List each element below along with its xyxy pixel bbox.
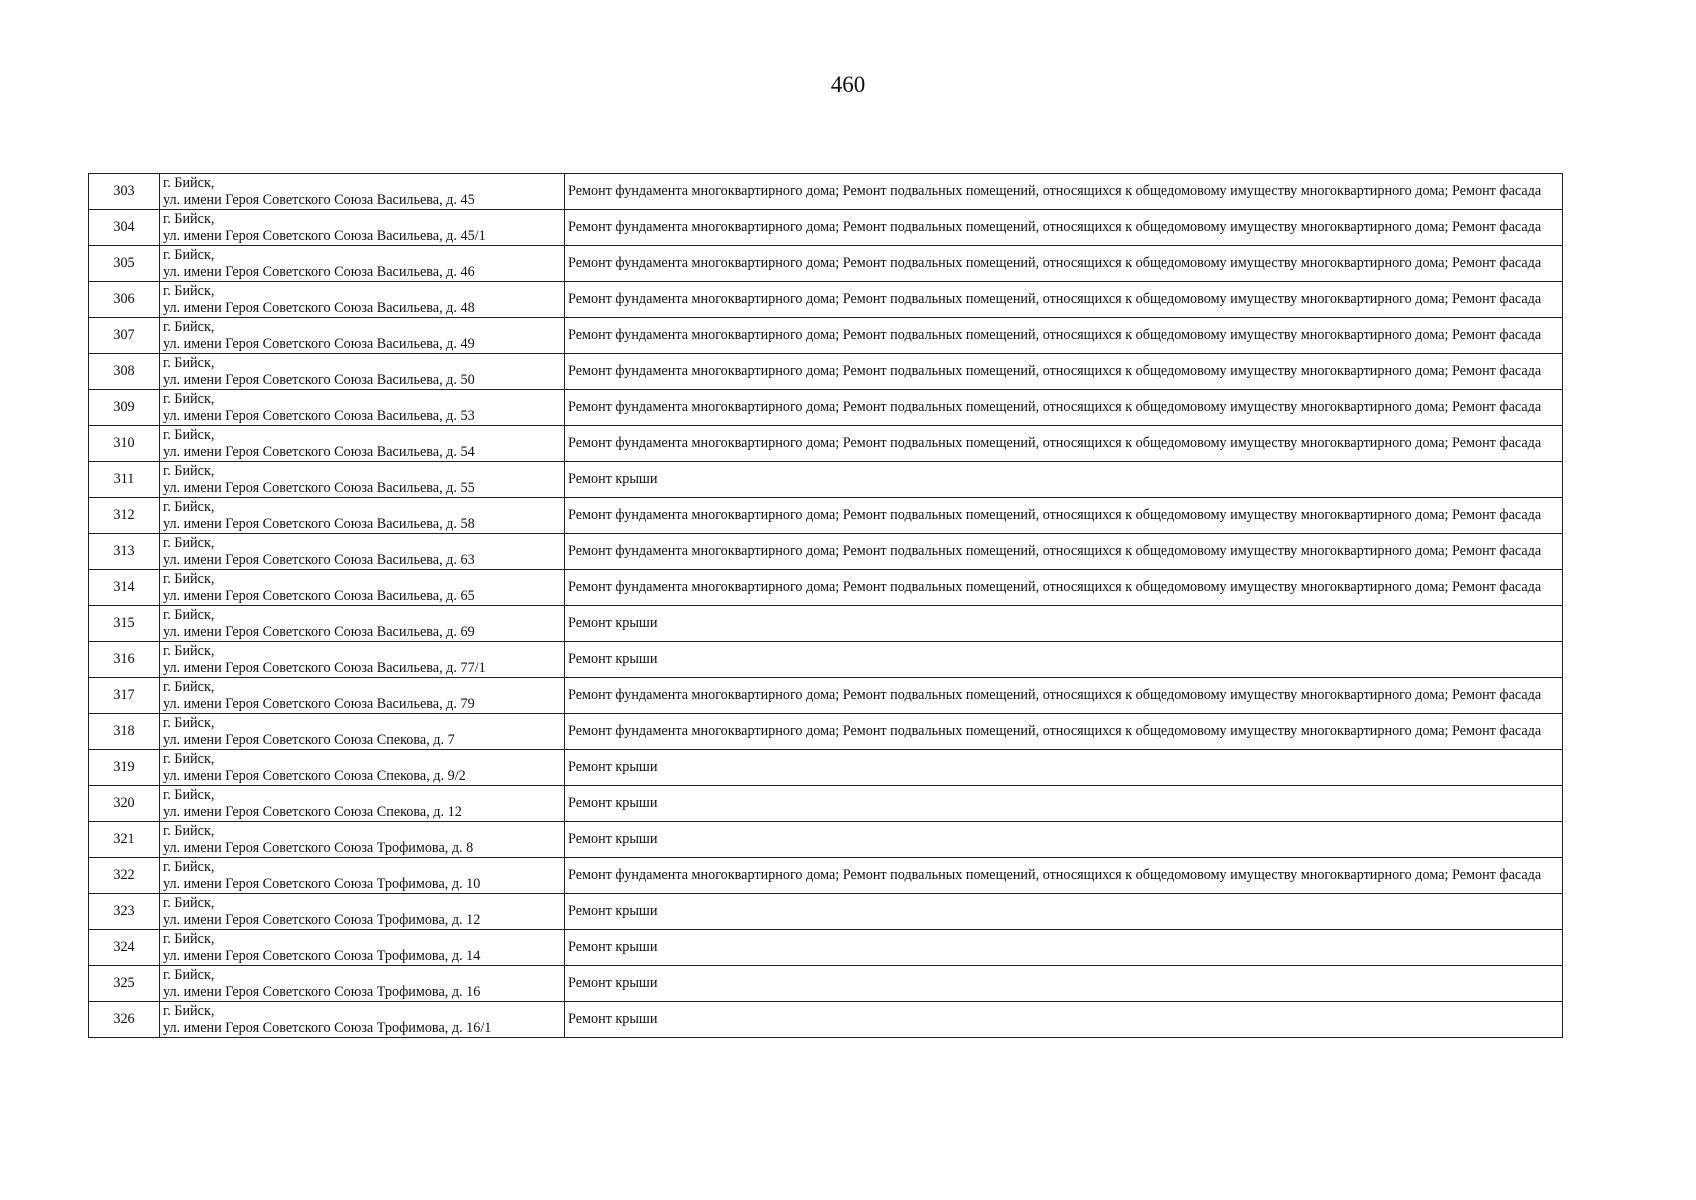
address-city: г. Бийск, — [163, 607, 215, 623]
table-row — [89, 822, 1563, 858]
address-street: ул. имени Героя Советского Союза Спекова, д. 9/2 — [163, 767, 466, 784]
address-cell — [160, 714, 565, 750]
row-number: 305 — [89, 246, 160, 282]
address-street: ул. имени Героя Советского Союза Васильева, д. 65 — [163, 587, 475, 604]
row-number: 314 — [89, 570, 160, 606]
table-row — [89, 174, 1563, 210]
address-city: г. Бийск, — [163, 499, 215, 515]
row-number: 307 — [89, 318, 160, 354]
address-street: ул. имени Героя Советского Союза Васильева, д. 45 — [163, 191, 475, 208]
address-street: ул. имени Героя Советского Союза Трофимова, д. 16/1 — [163, 1019, 492, 1036]
row-number: 308 — [89, 354, 160, 390]
table-row — [89, 714, 1563, 750]
table-row — [89, 246, 1563, 282]
row-number: 309 — [89, 390, 160, 426]
repair-work-cell: Ремонт крыши — [565, 822, 1563, 858]
table-row — [89, 642, 1563, 678]
table-row — [89, 570, 1563, 606]
address-city: г. Бийск, — [163, 967, 215, 983]
repair-work-cell: Ремонт фундамента многоквартирного дома; Ремонт подвальных помещений, относящихся к общедомовому имуществу многоквартирного дома; Ремонт фасада — [565, 858, 1563, 894]
address-city: г. Бийск, — [163, 823, 215, 839]
address-street: ул. имени Героя Советского Союза Спекова, д. 12 — [163, 803, 462, 820]
table-row — [89, 894, 1563, 930]
row-number: 311 — [89, 462, 160, 498]
row-number: 318 — [89, 714, 160, 750]
row-number: 306 — [89, 282, 160, 318]
repair-work-cell: Ремонт фундамента многоквартирного дома; Ремонт подвальных помещений, относящихся к общедомовому имуществу многоквартирного дома; Ремонт фасада — [565, 174, 1563, 210]
address-cell — [160, 930, 565, 966]
repair-work-cell: Ремонт крыши — [565, 462, 1563, 498]
repair-work-cell: Ремонт фундамента многоквартирного дома; Ремонт подвальных помещений, относящихся к общедомовому имуществу многоквартирного дома; Ремонт фасада — [565, 498, 1563, 534]
address-street: ул. имени Героя Советского Союза Васильева, д. 77/1 — [163, 659, 486, 676]
table-row — [89, 786, 1563, 822]
row-number: 315 — [89, 606, 160, 642]
address-cell — [160, 894, 565, 930]
address-city: г. Бийск, — [163, 391, 215, 407]
address-street: ул. имени Героя Советского Союза Васильева, д. 58 — [163, 515, 475, 532]
address-cell — [160, 966, 565, 1002]
repair-registry-table — [88, 173, 1563, 1038]
repair-work-cell: Ремонт фундамента многоквартирного дома; Ремонт подвальных помещений, относящихся к общедомовому имуществу многоквартирного дома; Ремонт фасада — [565, 678, 1563, 714]
repair-work-cell: Ремонт фундамента многоквартирного дома; Ремонт подвальных помещений, относящихся к общедомовому имуществу многоквартирного дома; Ремонт фасада — [565, 210, 1563, 246]
address-cell — [160, 534, 565, 570]
address-street: ул. имени Героя Советского Союза Трофимова, д. 8 — [163, 839, 474, 856]
address-city: г. Бийск, — [163, 211, 215, 227]
address-city: г. Бийск, — [163, 319, 215, 335]
address-city: г. Бийск, — [163, 427, 215, 443]
address-cell — [160, 390, 565, 426]
address-cell — [160, 246, 565, 282]
row-number: 321 — [89, 822, 160, 858]
repair-work-cell: Ремонт крыши — [565, 966, 1563, 1002]
repair-work-cell: Ремонт крыши — [565, 750, 1563, 786]
address-cell — [160, 606, 565, 642]
row-number: 317 — [89, 678, 160, 714]
table-row — [89, 390, 1563, 426]
address-street: ул. имени Героя Советского Союза Васильева, д. 55 — [163, 479, 475, 496]
table-row — [89, 354, 1563, 390]
address-city: г. Бийск, — [163, 751, 215, 767]
address-city: г. Бийск, — [163, 895, 215, 911]
address-street: ул. имени Героя Советского Союза Васильева, д. 63 — [163, 551, 475, 568]
repair-work-cell: Ремонт крыши — [565, 894, 1563, 930]
address-street: ул. имени Героя Советского Союза Васильева, д. 54 — [163, 443, 475, 460]
address-street: ул. имени Героя Советского Союза Трофимова, д. 14 — [163, 947, 481, 964]
address-cell — [160, 498, 565, 534]
table-row — [89, 462, 1563, 498]
repair-work-cell: Ремонт фундамента многоквартирного дома; Ремонт подвальных помещений, относящихся к общедомовому имуществу многоквартирного дома; Ремонт фасада — [565, 426, 1563, 462]
address-city: г. Бийск, — [163, 463, 215, 479]
row-number: 316 — [89, 642, 160, 678]
repair-work-cell: Ремонт фундамента многоквартирного дома; Ремонт подвальных помещений, относящихся к общедомовому имуществу многоквартирного дома; Ремонт фасада — [565, 318, 1563, 354]
row-number: 325 — [89, 966, 160, 1002]
address-cell — [160, 678, 565, 714]
address-cell — [160, 570, 565, 606]
row-number: 324 — [89, 930, 160, 966]
address-cell — [160, 858, 565, 894]
repair-work-cell: Ремонт крыши — [565, 1002, 1563, 1038]
repair-work-cell: Ремонт крыши — [565, 642, 1563, 678]
table-row — [89, 426, 1563, 462]
repair-work-cell: Ремонт фундамента многоквартирного дома; Ремонт подвальных помещений, относящихся к общедомовому имуществу многоквартирного дома; Ремонт фасада — [565, 282, 1563, 318]
address-street: ул. имени Героя Советского Союза Васильева, д. 46 — [163, 263, 475, 280]
address-cell — [160, 750, 565, 786]
address-street: ул. имени Героя Советского Союза Васильева, д. 48 — [163, 299, 475, 316]
address-cell — [160, 822, 565, 858]
row-number: 312 — [89, 498, 160, 534]
address-cell — [160, 462, 565, 498]
table-row — [89, 1002, 1563, 1038]
table-row — [89, 606, 1563, 642]
address-street: ул. имени Героя Советского Союза Васильева, д. 79 — [163, 695, 475, 712]
address-city: г. Бийск, — [163, 859, 215, 875]
table-row — [89, 966, 1563, 1002]
address-city: г. Бийск, — [163, 247, 215, 263]
row-number: 326 — [89, 1002, 160, 1038]
row-number: 313 — [89, 534, 160, 570]
page-number: 460 — [830, 72, 866, 97]
row-number: 320 — [89, 786, 160, 822]
address-cell — [160, 426, 565, 462]
address-street: ул. имени Героя Советского Союза Васильева, д. 49 — [163, 335, 475, 352]
table-row — [89, 498, 1563, 534]
table-body — [89, 174, 1563, 1038]
address-city: г. Бийск, — [163, 643, 215, 659]
address-cell — [160, 210, 565, 246]
repair-work-cell: Ремонт фундамента многоквартирного дома; Ремонт подвальных помещений, относящихся к общедомовому имуществу многоквартирного дома; Ремонт фасада — [565, 714, 1563, 750]
address-cell — [160, 318, 565, 354]
address-city: г. Бийск, — [163, 355, 215, 371]
address-city: г. Бийск, — [163, 535, 215, 551]
address-cell — [160, 174, 565, 210]
address-street: ул. имени Героя Советского Союза Васильева, д. 45/1 — [163, 227, 486, 244]
repair-work-cell: Ремонт фундамента многоквартирного дома; Ремонт подвальных помещений, относящихся к общедомовому имуществу многоквартирного дома; Ремонт фасада — [565, 570, 1563, 606]
row-number: 319 — [89, 750, 160, 786]
address-cell — [160, 354, 565, 390]
repair-work-cell: Ремонт крыши — [565, 930, 1563, 966]
address-street: ул. имени Героя Советского Союза Трофимова, д. 10 — [163, 875, 481, 892]
address-cell — [160, 786, 565, 822]
address-city: г. Бийск, — [163, 931, 215, 947]
address-cell — [160, 1002, 565, 1038]
repair-work-cell: Ремонт крыши — [565, 786, 1563, 822]
row-number: 310 — [89, 426, 160, 462]
repair-work-cell: Ремонт крыши — [565, 606, 1563, 642]
address-cell — [160, 642, 565, 678]
address-city: г. Бийск, — [163, 571, 215, 587]
repair-work-cell: Ремонт фундамента многоквартирного дома; Ремонт подвальных помещений, относящихся к общедомовому имуществу многоквартирного дома; Ремонт фасада — [565, 354, 1563, 390]
table-row — [89, 678, 1563, 714]
row-number: 322 — [89, 858, 160, 894]
address-city: г. Бийск, — [163, 715, 215, 731]
table-row — [89, 210, 1563, 246]
address-street: ул. имени Героя Советского Союза Васильева, д. 53 — [163, 407, 475, 424]
table-row — [89, 930, 1563, 966]
address-street: ул. имени Героя Советского Союза Трофимова, д. 12 — [163, 911, 481, 928]
repair-work-cell: Ремонт фундамента многоквартирного дома; Ремонт подвальных помещений, относящихся к общедомовому имуществу многоквартирного дома; Ремонт фасада — [565, 534, 1563, 570]
address-city: г. Бийск, — [163, 679, 215, 695]
repair-work-cell: Ремонт фундамента многоквартирного дома; Ремонт подвальных помещений, относящихся к общедомовому имуществу многоквартирного дома; Ремонт фасада — [565, 246, 1563, 282]
table-row — [89, 282, 1563, 318]
address-cell — [160, 282, 565, 318]
address-city: г. Бийск, — [163, 787, 215, 803]
address-street: ул. имени Героя Советского Союза Спекова, д. 7 — [163, 731, 455, 748]
row-number: 304 — [89, 210, 160, 246]
address-city: г. Бийск, — [163, 283, 215, 299]
table-row — [89, 318, 1563, 354]
table-row — [89, 750, 1563, 786]
address-street: ул. имени Героя Советского Союза Васильева, д. 69 — [163, 623, 475, 640]
address-street: ул. имени Героя Советского Союза Трофимова, д. 16 — [163, 983, 481, 1000]
row-number: 303 — [89, 174, 160, 210]
repair-work-cell: Ремонт фундамента многоквартирного дома; Ремонт подвальных помещений, относящихся к общедомовому имуществу многоквартирного дома; Ремонт фасада — [565, 390, 1563, 426]
address-street: ул. имени Героя Советского Союза Васильева, д. 50 — [163, 371, 475, 388]
address-city: г. Бийск, — [163, 1003, 215, 1019]
row-number: 323 — [89, 894, 160, 930]
address-city: г. Бийск, — [163, 175, 215, 191]
table-row — [89, 534, 1563, 570]
table-row — [89, 858, 1563, 894]
